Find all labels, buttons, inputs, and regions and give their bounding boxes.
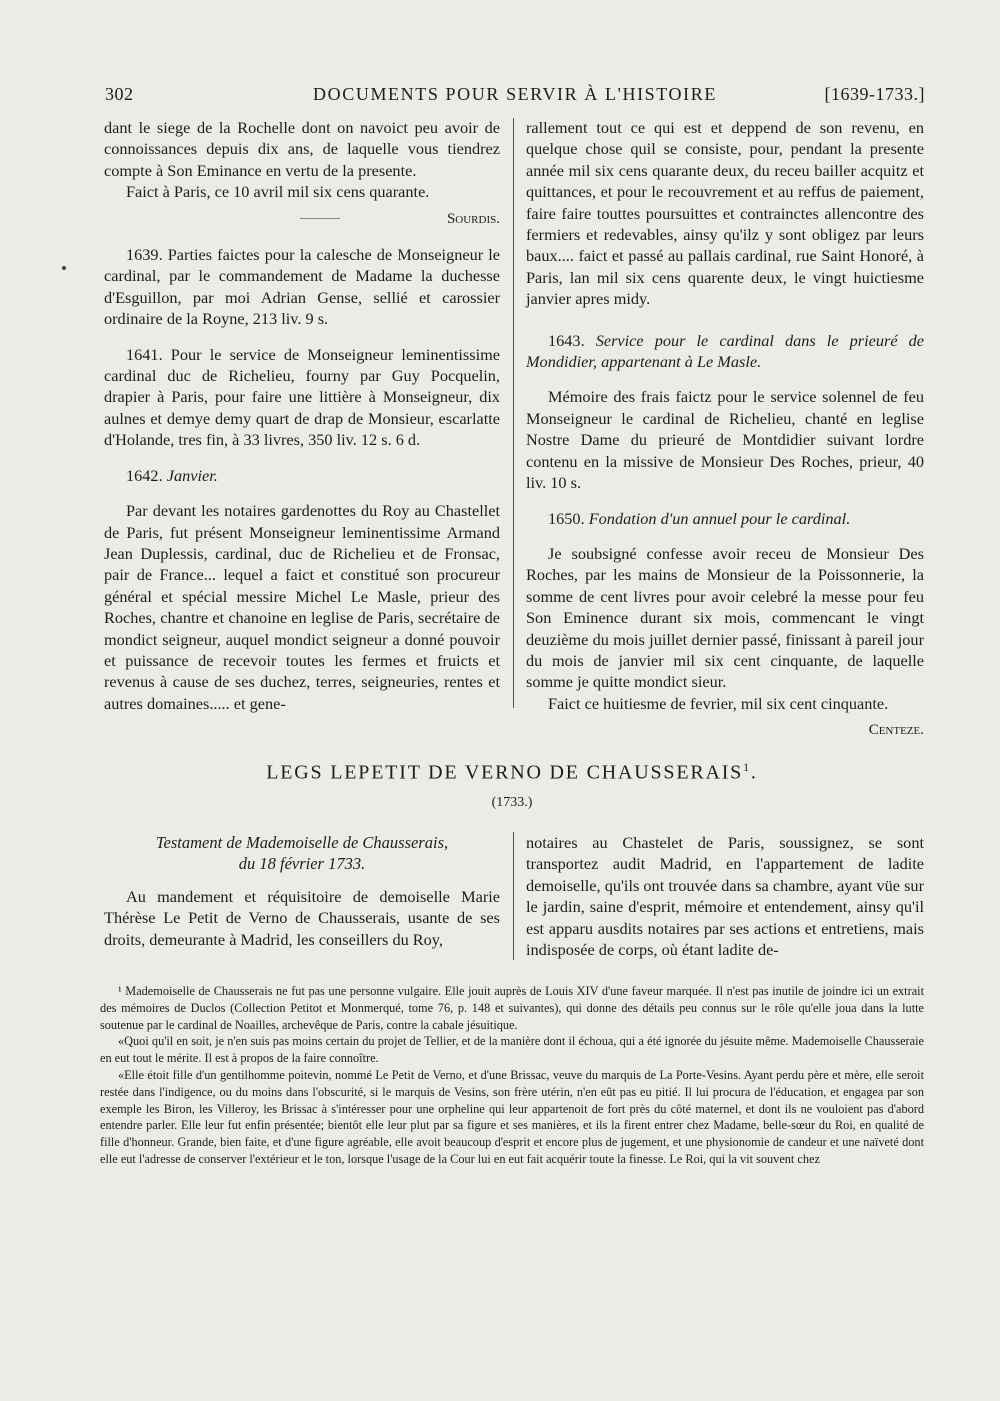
entry-1641 — [104, 344, 500, 451]
footnote-quote-2: «Elle étoit fille d'un gentilhomme poitevin, nommé Le Petit de Verno, et d'une Brissac, veuve du marquis de La Porte-Vesins. Ayant perdu père et mère, elle seroit restée dans l'indigence, ou du moins dans l'obscurité, si le marquis de Vesins, son frère utérin, n'en eût pas eu pitié. Il lui procura de l'éducation, et engagea par son exemple les Biron, les Villeroy, les Brissac à s'intéresser pour une orpheline qui leur appartenoit de fort près du côté maternel, et dont ils ne vouloient pas d'abord entendre parler. Elle leur fut enfin présentée; bientôt elle leur plut par sa figure et ses manières, et ils la firent entrer chez Madame, belle-sœur du Roi, en qualité de fille d'honneur. Grande, bien faite, et d'une figure agréable, elle avoit beaucoup d'esprit et encore plus de jugement, et une physionomie de candeur et une naïveté dont elle eut l'adresse de conserver l'extérieur et le ton, lorsque l'usage de la Cour lui en eut fait acquérir toute la finesse. Le Roi, qui la vit souvent chez — [100, 1067, 924, 1166]
footnote-1: ¹ Mademoiselle de Chausserais ne fut pas une personne vulgaire. Elle jouit auprès de Louis XIV d'une faveur marquée. Il n'est pas inutile de joindre ici un extrait des mémoires de Duclos (Collection Petitot et Monmerqué, tome 76, p. 148 et suivantes), qui donne des détails peu connus sur le rôle qu'elle joua dans la lutte soutenue par le cardinal de Noailles, archevêque de Paris, contre la cabale jésuitique. — [100, 984, 924, 1032]
signature-sourdis: Sourdis. — [446, 210, 500, 227]
entry-heading: Janvier. — [166, 465, 218, 485]
paragraph-continued: dant le siege de la Rochelle dont on navoict peu avoir de connoissances depuis dix ans, de laquelle vous tiendrez compte à Son Eminance en vertu de la presente. — [104, 118, 500, 180]
column-divider-lower — [513, 832, 514, 960]
signature-centeze: Centeze. — [868, 722, 924, 739]
left-column — [104, 117, 500, 714]
section-title: LEGS LEPETIT DE VERNO DE CHAUSSERAIS$^1$. — [266, 760, 758, 784]
section-title-text: LEGS LEPETIT DE VERNO DE CHAUSSERAIS — [266, 761, 744, 784]
entry-year: 1650. — [548, 508, 585, 528]
testament-text-right: notaires au Chastelet de Paris, soussignez, se sont transportez audit Madrid, en l'appartement de ladite demoiselle, qu'ils ont trouvée dans sa chambre, ayant vüe sur le jardin, saine d'esprit, mémoire et entendement, ainsy qu'il est apparu ausdits notaires par ses actions et entretiens, mais indisposée de corps, où étant ladite de- — [526, 833, 924, 960]
entry-1643-text: Mémoire des frais faictz pour le service solennel de feu Monseigneur le cardinal de Richelieu, chanté en leglise Nostre Dame du prieuré de Montdidier suivant lordre contenu en la missive de Monsieur Des Roches, prieur, 40 liv. 10 s. — [526, 387, 924, 493]
section-year: (1733.) — [491, 795, 533, 810]
entry-1650-close: Faict ce huitiesme de fevrier, mil six cent cinquante. — [548, 693, 889, 713]
right-column — [526, 117, 924, 752]
entry-1639 — [104, 244, 500, 330]
entry-text: Parties faictes pour la calesche de Monseigneur le cardinal, par le commandement de Madame la duchesse d'Esguillon, par moi Adrian Gense, sellié et carossier ordinaire de la Royne, 213 liv. 9 s. — [104, 245, 500, 329]
entry-1650 — [526, 508, 924, 529]
page-speck — [62, 266, 66, 270]
entry-year: 1641. — [126, 344, 163, 364]
testament-title-line2: du 18 février 1733. — [238, 854, 366, 873]
entry-heading: Service pour le cardinal dans le prieuré de Mondidier, appartenant à Le Masle. — [526, 330, 924, 372]
page-number: 302 — [105, 84, 134, 104]
short-rule — [300, 218, 340, 219]
entry-text: Pour le service de Monseigneur leminentissime cardinal duc de Richelieu, fourny par Guy Pocquelin, drapier à Paris, pour faire une littière à Monseigneur, dix aulnes et demye demy quart de drap de Monsieur, escarlatte d'Holande, tres fin, à 33 livres, 350 liv. 12 s. 6 d. — [104, 344, 500, 450]
entry-1650-text: Je soubsigné confesse avoir receu de Monsieur Des Roches, par les mains de Monsieur de la Poissonnerie, la somme de cent livres pour avoir celebré la messe pour feu Son Eminence durant six mois, commencant le vingt deuzième du mois juillet dernier passé, finissant à pareil jour du mois de janvier mil six cent cinquante, de laquelle somme je quitte mondict sieur. — [526, 543, 924, 692]
entry-year: 1643. — [548, 330, 585, 350]
column-divider — [513, 118, 514, 708]
testament-right-column — [526, 832, 924, 960]
entry-1642-text: Par devant les notaires gardenottes du Roy au Chastellet de Paris, fut présent Monseigneur leminentissime Armand Jean Duplessis, cardinal, duc de Richelieu et de Fronsac, pair de France... lequel a faict et constitué son procureur général et spécial messire Michel Le Masle, prieur des Roches, chantre et chanoine en leglise de Paris, secrétaire de mondict seigneur, auquel mondict seigneur a donné pouvoir et puissance de recevoir toutes les fermes et fruicts et revenus à cause de ses duchez, terres, seigneuries, rentes et autres domaines..... et gene- — [104, 501, 500, 713]
paragraph-dated: Faict à Paris, ce 10 avril mil six cens quarante. — [126, 182, 430, 202]
year-range: [1639-1733.] — [824, 84, 925, 104]
entry-1642 — [104, 465, 500, 486]
footnotes — [100, 983, 924, 1168]
testament-title-line1: Testament de Mademoiselle de Chausserais, — [155, 833, 449, 852]
footnote-marker: 1 — [743, 760, 751, 774]
testament-text-left: Au mandement et réquisitoire de demoiselle Marie Thérèse Le Petit de Verno de Chausserais, usante de ses droits, demeurante à Madrid, les conseillers du Roy, — [104, 887, 500, 949]
testament-title — [104, 832, 500, 874]
footnote-quote-1: «Quoi qu'il en soit, je n'en suis pas moins certain du projet de Tellier, et de la manière dont il échoua, qui a été ignorée du jésuite même. Mademoiselle Chausseraie en eut tout le mérite. Il est à propos de la faire connoître. — [100, 1034, 924, 1066]
entry-year: 1642. — [126, 465, 163, 485]
running-title: DOCUMENTS POUR SERVIR À L'HISTOIRE — [313, 84, 717, 104]
entry-heading: Fondation d'un annuel pour le cardinal. — [588, 508, 851, 528]
entry-1643 — [526, 330, 924, 373]
paragraph-continued: rallement tout ce qui est et deppend de son revenu, en quelque chose quil se consiste, pour, pendant la presente année mil six cens quarante deux, du receu bailler acquitz et quittances, et pour le recouvrement et au reffus de paiement, faire faire touttes poursuittes et contrainctes allencontre des fermiers et redevables, ainsy qu'ilz y sont obligez par leurs baux.... faict et passé au pallais cardinal, rue Saint Honoré, à Paris, lan mil six cens quarente deux, le vingt huictiesme janvier apres midy. — [526, 118, 924, 309]
entry-year: 1639. — [126, 245, 163, 265]
running-header — [105, 84, 925, 110]
testament-left-column — [104, 832, 500, 950]
